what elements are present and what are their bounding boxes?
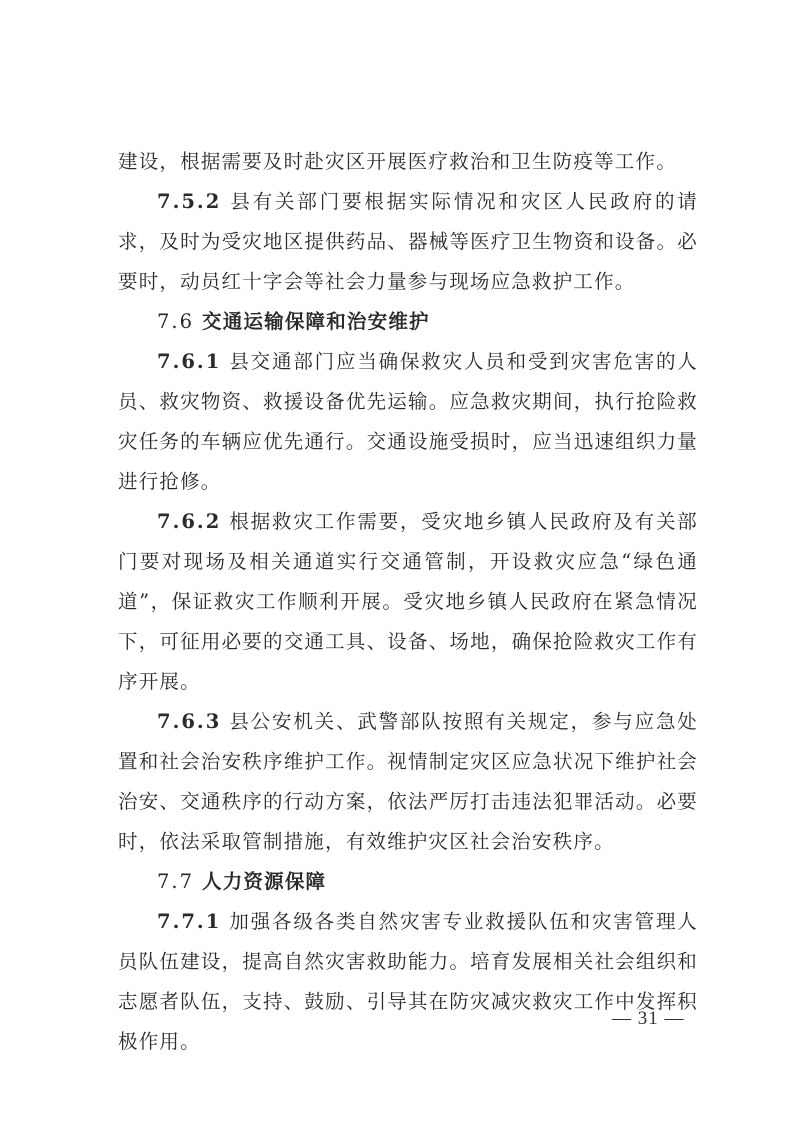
paragraph-7-6-3 xyxy=(118,702,698,862)
paragraph-text: 根据救灾工作需要，受灾地乡镇人民政府及有关部门要对现场及相关通道实行交通管制，开设救灾应急“绿色通道”，保证救灾工作顺利开展。受灾地乡镇人民政府在紧急情况下，可征用必要的交通工具、设备、场地，确保抢险救灾工作有序开展。 xyxy=(118,510,698,693)
section-number: 7.6.3 xyxy=(157,710,222,733)
paragraph-text: 建设，根据需要及时赴灾区开展医疗救治和卫生防疫等工作。 xyxy=(118,150,677,173)
section-number: 7.7 xyxy=(157,870,195,893)
section-number: 7.6.1 xyxy=(157,350,222,373)
heading-7-7 xyxy=(118,862,698,902)
section-number: 7.5.2 xyxy=(157,190,222,213)
paragraph-text: 县有关部门要根据实际情况和灾区人民政府的请求，及时为受灾地区提供药品、器械等医疗卫生物资和设备。必要时，动员红十字会等社会力量参与现场应急救护工作。 xyxy=(118,190,698,293)
paragraph-text: 县公安机关、武警部队按照有关规定，参与应急处置和社会治安秩序维护工作。视情制定灾区应急状况下维护社会治安、交通秩序的行动方案，依法严厉打击违法犯罪活动。必要时，依法采取管制措施，有效维护灾区社会治安秩序。 xyxy=(118,710,698,853)
page-number: — 31 — xyxy=(612,1008,685,1029)
paragraph-7-5-2 xyxy=(118,182,698,302)
heading-text: 交通运输保障和治安维护 xyxy=(202,310,430,333)
paragraph-text: 县交通部门应当确保救灾人员和受到灾害危害的人员、救灾物资、救援设备优先运输。应急救灾期间，执行抢险救灾任务的车辆应优先通行。交通设施受损时，应当迅速组织力量进行抢修。 xyxy=(118,350,698,493)
section-number: 7.7.1 xyxy=(157,910,222,933)
heading-text: 人力资源保障 xyxy=(202,870,327,893)
paragraph-7-7-1 xyxy=(118,902,698,1062)
section-number: 7.6.2 xyxy=(157,510,222,533)
paragraph-7-6-1 xyxy=(118,342,698,502)
section-number: 7.6 xyxy=(157,310,195,333)
paragraph-continuation xyxy=(118,142,698,182)
paragraph-7-6-2 xyxy=(118,502,698,702)
page-content xyxy=(118,142,698,1062)
heading-7-6 xyxy=(118,302,698,342)
paragraph-text: 加强各级各类自然灾害专业救援队伍和灾害管理人员队伍建设，提高自然灾害救助能力。培育发展相关社会组织和志愿者队伍，支持、鼓励、引导其在防灾减灾救灾工作中发挥积极作用。 xyxy=(118,910,698,1053)
